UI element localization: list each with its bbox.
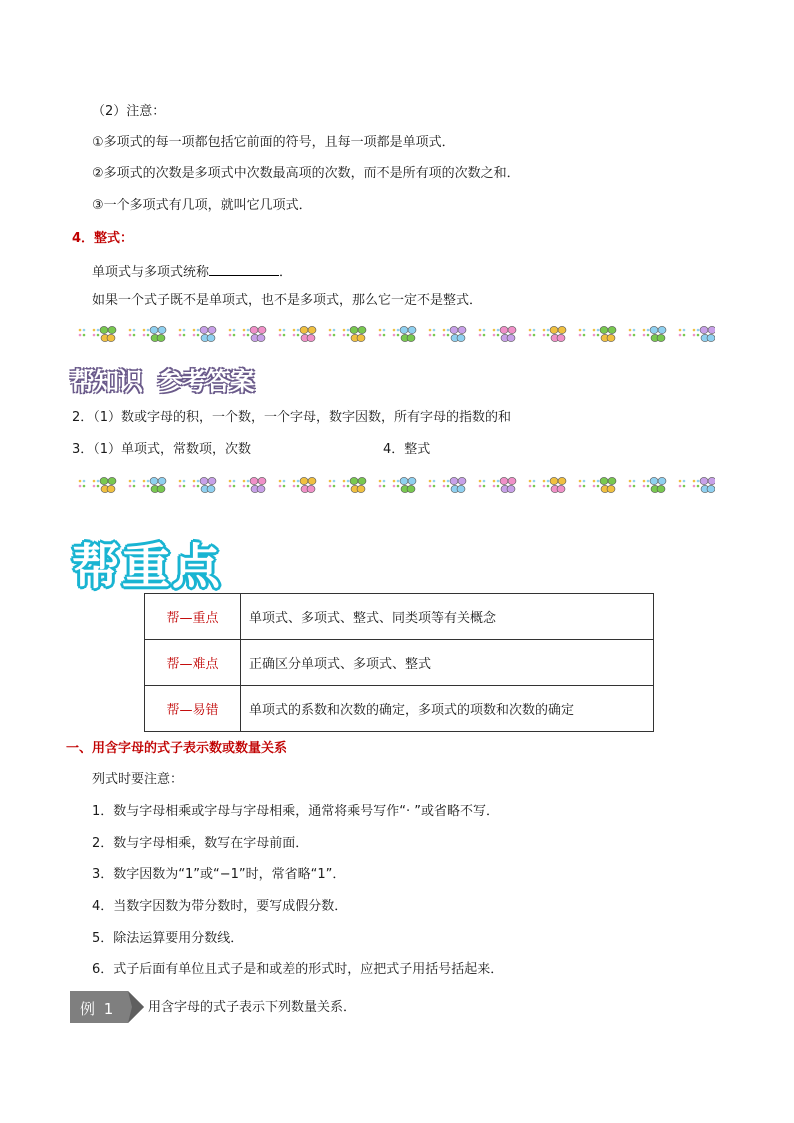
dot-icon <box>447 329 450 332</box>
dot-icon <box>179 334 182 337</box>
dot-icon <box>183 334 186 337</box>
dot-icon <box>293 334 296 337</box>
dot-icon <box>247 329 250 332</box>
dot-icon <box>329 480 332 483</box>
dot-icon <box>97 329 100 332</box>
dot-icon <box>429 480 432 483</box>
fill-in-blank <box>209 262 279 276</box>
dot-icon <box>479 329 482 332</box>
dot-icon <box>483 480 486 483</box>
note-item: ③一个多项式有几项，就叫它几项式． <box>92 198 312 213</box>
dot-icon <box>333 334 336 337</box>
dot-icon <box>483 334 486 337</box>
dot-icon <box>533 485 536 488</box>
dot-icon <box>283 329 286 332</box>
dot-icon <box>543 329 546 332</box>
dot-icon <box>147 334 150 337</box>
answer-line: 3．（1）单项式，常数项，次数 <box>72 442 252 457</box>
dot-icon <box>593 329 596 332</box>
butterfly-icon <box>550 477 566 492</box>
dot-icon <box>597 480 600 483</box>
focus-key: 帮—难点 <box>145 640 241 686</box>
dot-icon <box>283 480 286 483</box>
dot-icon <box>279 485 282 488</box>
dot-icon <box>597 334 600 337</box>
dot-icon <box>397 485 400 488</box>
butterfly-icon <box>300 326 316 341</box>
dot-icon <box>583 334 586 337</box>
dot-icon <box>693 480 696 483</box>
section4-line2: 如果一个式子既不是单项式，也不是多项式，那么它一定不是整式． <box>92 293 483 308</box>
dot-icon <box>429 334 432 337</box>
dot-icon <box>493 334 496 337</box>
dot-icon <box>133 485 136 488</box>
dot-icon <box>233 480 236 483</box>
butterfly-icon <box>600 326 616 341</box>
dot-icon <box>233 329 236 332</box>
dot-icon <box>443 480 446 483</box>
butterfly-icon <box>200 326 216 341</box>
dot-icon <box>647 480 650 483</box>
focus-table <box>144 593 654 732</box>
dot-icon <box>93 329 96 332</box>
dot-icon <box>543 480 546 483</box>
dot-icon <box>197 329 200 332</box>
dot-icon <box>679 485 682 488</box>
dot-icon <box>379 334 382 337</box>
dot-icon <box>529 334 532 337</box>
dot-icon <box>679 480 682 483</box>
dot-icon <box>193 485 196 488</box>
dot-icon <box>447 485 450 488</box>
dot-icon <box>697 480 700 483</box>
butterfly-icon <box>400 477 416 492</box>
rule-item: 3．数字因数为“1”或“−1”时，常省略“1”． <box>92 867 346 882</box>
dot-icon <box>583 329 586 332</box>
dot-icon <box>347 480 350 483</box>
dot-icon <box>433 480 436 483</box>
dot-icon <box>679 334 682 337</box>
dot-icon <box>247 334 250 337</box>
dot-icon <box>347 485 350 488</box>
dot-icon <box>147 485 150 488</box>
dot-icon <box>629 334 632 337</box>
dot-icon <box>283 485 286 488</box>
dot-icon <box>283 334 286 337</box>
dot-icon <box>343 334 346 337</box>
dot-icon <box>529 480 532 483</box>
answer-line: 4．整式 <box>383 442 431 457</box>
dot-icon <box>579 485 582 488</box>
dot-icon <box>243 480 246 483</box>
dot-icon <box>229 334 232 337</box>
dot-icon <box>279 334 282 337</box>
dot-icon <box>179 485 182 488</box>
dot-icon <box>397 480 400 483</box>
dot-icon <box>379 485 382 488</box>
dot-icon <box>629 480 632 483</box>
dot-icon <box>147 329 150 332</box>
table-row <box>145 640 654 686</box>
dot-icon <box>143 334 146 337</box>
dot-icon <box>383 329 386 332</box>
dot-icon <box>383 334 386 337</box>
butterfly-icon <box>150 477 166 492</box>
dot-icon <box>533 334 536 337</box>
butterfly-icon <box>100 477 116 492</box>
butterfly-icon <box>350 477 366 492</box>
dot-icon <box>97 334 100 337</box>
dot-icon <box>529 485 532 488</box>
dot-icon <box>79 334 82 337</box>
dot-icon <box>547 334 550 337</box>
dot-icon <box>329 329 332 332</box>
dot-icon <box>329 485 332 488</box>
butterfly-icon <box>300 477 316 492</box>
section1-intro: 列式时要注意： <box>92 772 184 787</box>
dot-icon <box>333 329 336 332</box>
dot-icon <box>579 329 582 332</box>
section4-title: 4．整式： <box>72 231 134 246</box>
focus-key: 帮—重点 <box>145 594 241 640</box>
dot-icon <box>293 329 296 332</box>
dot-icon <box>383 480 386 483</box>
dot-icon <box>633 334 636 337</box>
dot-icon <box>497 480 500 483</box>
dot-icon <box>643 480 646 483</box>
dot-icon <box>297 485 300 488</box>
dot-icon <box>79 485 82 488</box>
rule-item: 6．式子后面有单位且式子是和或差的形式时，应把式子用括号括起来． <box>92 962 504 977</box>
dot-icon <box>583 485 586 488</box>
dot-icon <box>243 329 246 332</box>
dot-icon <box>683 480 686 483</box>
dot-icon <box>547 480 550 483</box>
dot-icon <box>647 329 650 332</box>
dot-icon <box>479 485 482 488</box>
dot-icon <box>379 480 382 483</box>
dot-icon <box>179 329 182 332</box>
dot-icon <box>443 329 446 332</box>
dot-icon <box>643 334 646 337</box>
section4-line1 <box>92 262 292 282</box>
example-label: 例 1 <box>80 1000 116 1018</box>
focus-value: 单项式的系数和次数的确定，多项式的项数和次数的确定 <box>241 686 654 732</box>
answers-title <box>70 362 254 398</box>
dot-icon <box>329 334 332 337</box>
dot-icon <box>483 329 486 332</box>
decorative-border-bottom <box>70 474 715 496</box>
dot-icon <box>243 334 246 337</box>
dot-icon <box>683 334 686 337</box>
dot-icon <box>593 480 596 483</box>
dot-icon <box>243 485 246 488</box>
dot-icon <box>579 334 582 337</box>
dot-icon <box>493 485 496 488</box>
dot-icon <box>229 480 232 483</box>
dot-icon <box>647 334 650 337</box>
dot-icon <box>233 334 236 337</box>
butterfly-icon <box>250 477 266 492</box>
butterfly-icon <box>500 326 516 341</box>
dot-icon <box>83 485 86 488</box>
dot-icon <box>593 334 596 337</box>
dot-icon <box>333 485 336 488</box>
note-item: ①多项式的每一项都包括它前面的符号，且每一项都是单项式． <box>92 135 455 150</box>
dot-icon <box>129 485 132 488</box>
dot-icon <box>393 329 396 332</box>
dot-icon <box>297 334 300 337</box>
dot-icon <box>529 329 532 332</box>
butterfly-icon <box>650 477 666 492</box>
dot-icon <box>447 480 450 483</box>
dot-icon <box>547 329 550 332</box>
dot-icon <box>583 480 586 483</box>
dot-icon <box>497 329 500 332</box>
dot-icon <box>93 480 96 483</box>
dot-icon <box>543 334 546 337</box>
dot-icon <box>693 334 696 337</box>
dot-icon <box>197 334 200 337</box>
section1-title: 一、用含字母的式子表示数或数量关系 <box>66 741 288 756</box>
dot-icon <box>543 485 546 488</box>
butterfly-icon <box>100 326 116 341</box>
dot-icon <box>83 329 86 332</box>
dot-icon <box>397 334 400 337</box>
dot-icon <box>183 480 186 483</box>
dot-icon <box>179 480 182 483</box>
dot-icon <box>579 480 582 483</box>
focus-title: 帮重点 <box>72 539 223 595</box>
dot-icon <box>233 485 236 488</box>
dot-icon <box>297 480 300 483</box>
dot-icon <box>343 480 346 483</box>
dot-icon <box>533 329 536 332</box>
dot-icon <box>133 334 136 337</box>
butterfly-icon <box>350 326 366 341</box>
dot-icon <box>479 480 482 483</box>
dot-icon <box>293 485 296 488</box>
dot-icon <box>597 485 600 488</box>
dot-icon <box>83 334 86 337</box>
dot-icon <box>697 334 700 337</box>
dot-icon <box>633 485 636 488</box>
butterfly-icon <box>450 477 466 492</box>
dot-icon <box>297 329 300 332</box>
dot-icon <box>143 329 146 332</box>
dot-icon <box>379 329 382 332</box>
butterfly-icon <box>500 477 516 492</box>
dot-icon <box>247 480 250 483</box>
decorative-border-top <box>70 323 715 345</box>
dot-icon <box>447 334 450 337</box>
dot-icon <box>79 329 82 332</box>
dot-icon <box>143 480 146 483</box>
dot-icon <box>533 480 536 483</box>
butterfly-icon <box>650 326 666 341</box>
focus-key: 帮—易错 <box>145 686 241 732</box>
rule-item: 2．数与字母相乘，数写在字母前面． <box>92 836 309 851</box>
dot-icon <box>83 480 86 483</box>
dot-icon <box>433 485 436 488</box>
dot-icon <box>433 334 436 337</box>
dot-icon <box>683 485 686 488</box>
focus-value: 正确区分单项式、多项式、整式 <box>241 640 654 686</box>
dot-icon <box>633 480 636 483</box>
dot-icon <box>383 485 386 488</box>
dot-icon <box>193 480 196 483</box>
dot-icon <box>429 329 432 332</box>
dot-icon <box>183 329 186 332</box>
butterfly-icon <box>200 477 216 492</box>
dot-icon <box>279 480 282 483</box>
dot-icon <box>197 485 200 488</box>
dot-icon <box>633 329 636 332</box>
dot-icon <box>497 485 500 488</box>
dot-icon <box>183 485 186 488</box>
dot-icon <box>197 480 200 483</box>
butterfly-icon <box>550 326 566 341</box>
dot-icon <box>643 329 646 332</box>
dot-icon <box>279 329 282 332</box>
dot-icon <box>397 329 400 332</box>
dot-icon <box>393 485 396 488</box>
dot-icon <box>683 329 686 332</box>
dot-icon <box>479 334 482 337</box>
dot-icon <box>333 480 336 483</box>
butterfly-icon <box>400 326 416 341</box>
dot-icon <box>129 334 132 337</box>
butterfly-border-icon <box>70 323 715 345</box>
dot-icon <box>133 329 136 332</box>
dot-icon <box>97 480 100 483</box>
dot-icon <box>343 329 346 332</box>
dot-icon <box>493 329 496 332</box>
dot-icon <box>693 329 696 332</box>
rule-item: 1．数与字母相乘或字母与字母相乘，通常将乘号写作“· ”或省略不写． <box>92 804 500 819</box>
dot-icon <box>429 485 432 488</box>
section4-line1-suffix: ． <box>279 265 293 280</box>
answers-title-a: 帮知识 <box>70 367 143 396</box>
dot-icon <box>629 485 632 488</box>
dot-icon <box>343 485 346 488</box>
dot-icon <box>143 485 146 488</box>
butterfly-icon <box>150 326 166 341</box>
dot-icon <box>393 480 396 483</box>
dot-icon <box>647 485 650 488</box>
answers-title-b: 参考答案 <box>157 367 254 396</box>
dot-icon <box>79 480 82 483</box>
dot-icon <box>697 329 700 332</box>
dot-icon <box>679 329 682 332</box>
dot-icon <box>193 329 196 332</box>
butterfly-border-icon <box>70 474 715 496</box>
focus-value: 单项式、多项式、整式、同类项等有关概念 <box>241 594 654 640</box>
dot-icon <box>97 485 100 488</box>
rule-item: 5．除法运算要用分数线． <box>92 931 244 946</box>
notes-heading: （2）注意： <box>92 104 166 119</box>
table-row <box>145 686 654 732</box>
dot-icon <box>93 485 96 488</box>
dot-icon <box>293 480 296 483</box>
dot-icon <box>347 334 350 337</box>
dot-icon <box>497 334 500 337</box>
dot-icon <box>193 334 196 337</box>
butterfly-icon <box>700 477 715 492</box>
dot-icon <box>229 485 232 488</box>
section4-line1-prefix: 单项式与多项式统称 <box>92 265 210 280</box>
note-item: ②多项式的次数是多项式中次数最高项的次数，而不是所有项的次数之和． <box>92 166 520 181</box>
dot-icon <box>593 485 596 488</box>
dot-icon <box>493 480 496 483</box>
dot-icon <box>629 329 632 332</box>
dot-icon <box>693 485 696 488</box>
dot-icon <box>433 329 436 332</box>
dot-icon <box>443 485 446 488</box>
dot-icon <box>597 329 600 332</box>
answer-line: 2．（1）数或字母的积，一个数，一个字母，数字因数，所有字母的指数的和 <box>72 410 512 425</box>
dot-icon <box>483 485 486 488</box>
butterfly-icon <box>250 326 266 341</box>
dot-icon <box>129 480 132 483</box>
table-row <box>145 594 654 640</box>
butterfly-icon <box>600 477 616 492</box>
dot-icon <box>133 480 136 483</box>
dot-icon <box>347 329 350 332</box>
dot-icon <box>697 485 700 488</box>
butterfly-icon <box>450 326 466 341</box>
dot-icon <box>247 485 250 488</box>
rule-item: 4．当数字因数为带分数时，要写成假分数． <box>92 899 348 914</box>
example-text: 用含字母的式子表示下列数量关系． <box>148 1000 357 1015</box>
dot-icon <box>643 485 646 488</box>
dot-icon <box>443 334 446 337</box>
dot-icon <box>147 480 150 483</box>
butterfly-icon <box>700 326 715 341</box>
dot-icon <box>547 485 550 488</box>
dot-icon <box>393 334 396 337</box>
dot-icon <box>93 334 96 337</box>
dot-icon <box>129 329 132 332</box>
dot-icon <box>229 329 232 332</box>
